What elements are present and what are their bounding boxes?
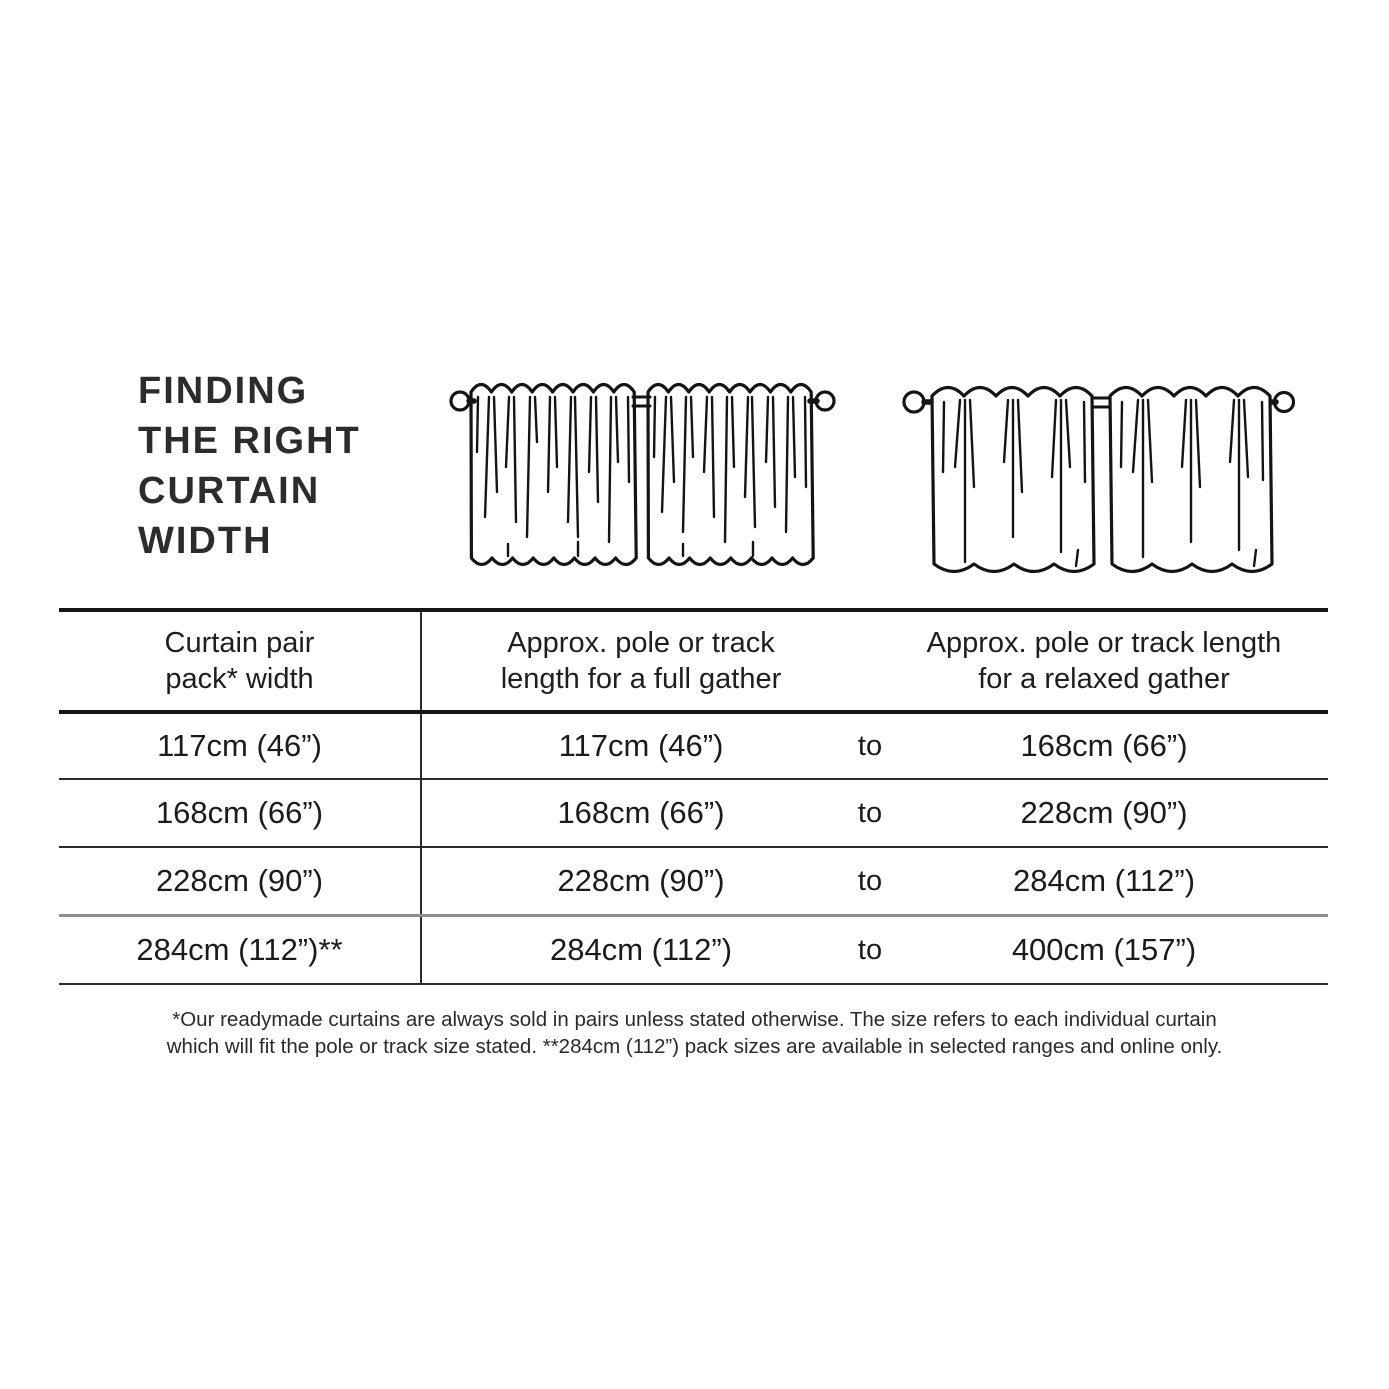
cell-to: to (857, 796, 883, 829)
cell-to: to (857, 864, 883, 897)
footnote (0, 1006, 1389, 1060)
cell-pack-width: 284cm (112”)** (59, 917, 422, 983)
header-line: pack* width (165, 663, 314, 695)
page-title-line: WIDTH (138, 520, 273, 562)
curtain-pair-full-gather-illustration (448, 372, 843, 584)
page-title-line: CURTAIN (138, 470, 321, 512)
footnote-line: *Our readymade curtains are always sold in pairs unless stated otherwise. The size refers to each individual curtain (172, 1008, 1217, 1031)
cell-pack-width: 168cm (66”) (59, 780, 422, 846)
table-row (59, 848, 1328, 917)
cell-to: to (857, 933, 883, 966)
page-title-line: FINDING (138, 370, 309, 412)
curtain-size-table (59, 608, 1328, 985)
cell-pack-width: 117cm (46”) (59, 714, 422, 778)
cell-relaxed-gather: 168cm (66”) (1020, 728, 1188, 763)
table-row (59, 917, 1328, 985)
header-line: Approx. pole or track length (926, 627, 1282, 659)
header-line: length for a full gather (500, 663, 782, 695)
cell-relaxed-gather: 228cm (90”) (1020, 795, 1188, 830)
header-line: for a relaxed gather (978, 663, 1230, 695)
curtains-relaxed-gather-icon (900, 372, 1295, 587)
header-line: Approx. pole or track (507, 627, 775, 659)
table-row (59, 714, 1328, 780)
header-full-gather (422, 612, 860, 710)
footnote-line: which will fit the pole or track size stated. **284cm (112”) pack sizes are available in selected ranges and online only. (166, 1035, 1223, 1058)
table-row (59, 780, 1328, 848)
page-title (138, 366, 361, 566)
curtain-pair-relaxed-gather-illustration (900, 372, 1295, 587)
cell-full-gather: 117cm (46”) (558, 728, 724, 763)
cell-relaxed-gather: 400cm (157”) (1011, 932, 1197, 967)
header-relaxed-gather (880, 612, 1328, 710)
cell-full-gather: 284cm (112”) (549, 932, 733, 967)
finial-icon (904, 392, 924, 412)
cell-pack-width: 228cm (90”) (59, 848, 422, 914)
cell-to: to (857, 729, 883, 762)
curtains-full-gather-icon (448, 372, 843, 584)
cell-full-gather: 228cm (90”) (557, 863, 725, 898)
table-header-row (59, 612, 1328, 714)
cell-full-gather: 168cm (66”) (557, 795, 725, 830)
cell-relaxed-gather: 284cm (112”) (1012, 863, 1196, 898)
page-title-line: THE RIGHT (138, 420, 361, 462)
header-line: Curtain pair (164, 627, 315, 659)
header-pack-width (59, 612, 422, 710)
